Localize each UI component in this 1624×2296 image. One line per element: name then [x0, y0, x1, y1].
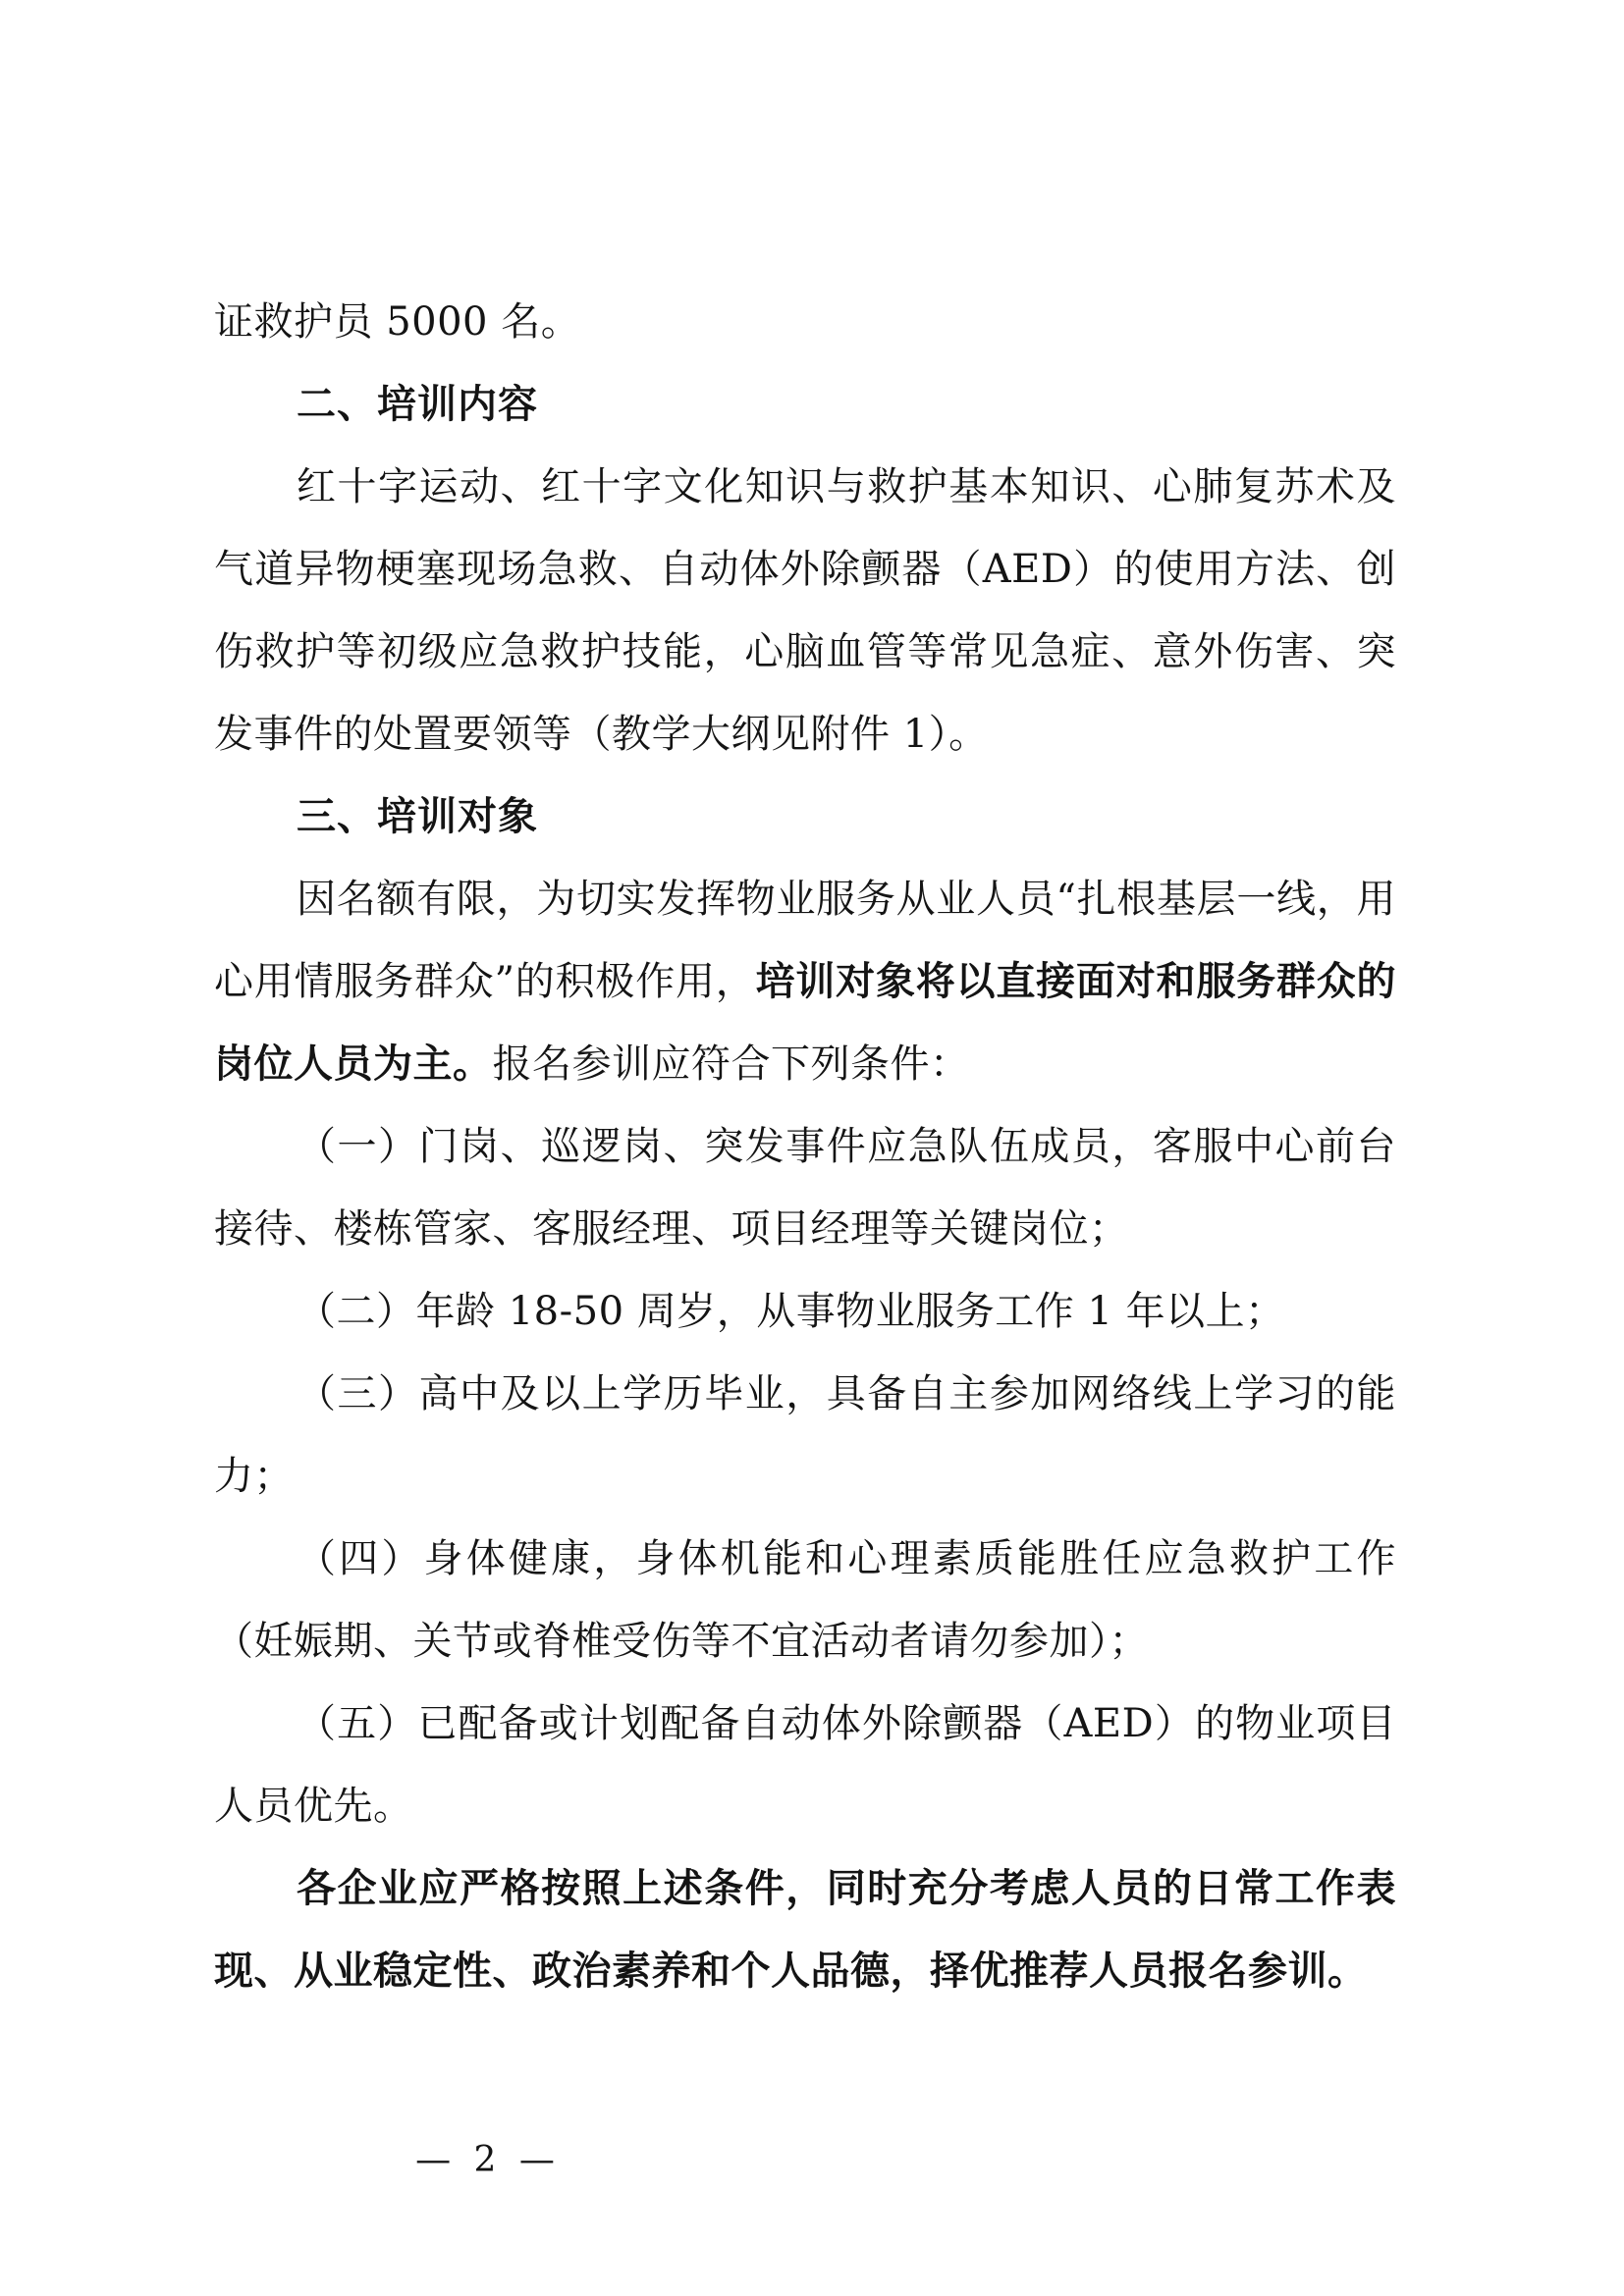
section-three-heading: 三、培训对象	[297, 794, 538, 839]
closing-paragraph: 各企业应严格按照上述条件，同时充分考虑人员的日常工作表现、从业稳定性、政治素养和个人品德，择优推荐人员报名参训。	[214, 1866, 1396, 1994]
section-two-body: 红十字运动、红十字文化知识与救护基本知识、心肺复苏术及气道异物梗塞现场急救、自动体外除颤器（AED）的使用方法、创伤救护等初级应急救护技能，心脑血管等常见急症、意外伤害、突发事件的处置要领等（教学大纲见附件 1）。	[214, 464, 1396, 757]
condition-item-2: （二）年龄 18-50 周岁，从事物业服务工作 1 年以上；	[297, 1289, 1285, 1334]
section-three-intro-emphasis: 培训对象将以直接面对和服务群众的岗位人员为主。	[214, 959, 1396, 1087]
condition-item-3: （三）高中及以上学历毕业，具备自主参加网络线上学习的能力；	[214, 1371, 1396, 1499]
section-three-intro-run1: 因名额有限，为切实发挥物业服务从业人员“扎根基层一线，用心用情服务群众”的积极作用，	[214, 877, 1396, 1004]
page-number: — 2 —	[415, 2140, 561, 2180]
section-two-heading: 二、培训内容	[297, 382, 538, 427]
condition-item-5: （五）已配备或计划配备自动体外除颤器（AED）的物业项目人员优先。	[214, 1701, 1396, 1829]
condition-item-1: （一）门岗、巡逻岗、突发事件应急队伍成员，客服中心前台接待、楼栋管家、客服经理、项目经理等关键岗位；	[214, 1124, 1396, 1252]
section-three-intro	[214, 858, 1396, 1105]
continuation-line: 证救护员 5000 名。	[214, 299, 581, 345]
condition-item-4: （四）身体健康，身体机能和心理素质能胜任应急救护工作（妊娠期、关节或脊椎受伤等不宜活动者请勿参加）；	[214, 1536, 1396, 1664]
section-three-intro-run3: 报名参训应符合下列条件：	[492, 1041, 970, 1087]
document-body	[214, 281, 1396, 2012]
